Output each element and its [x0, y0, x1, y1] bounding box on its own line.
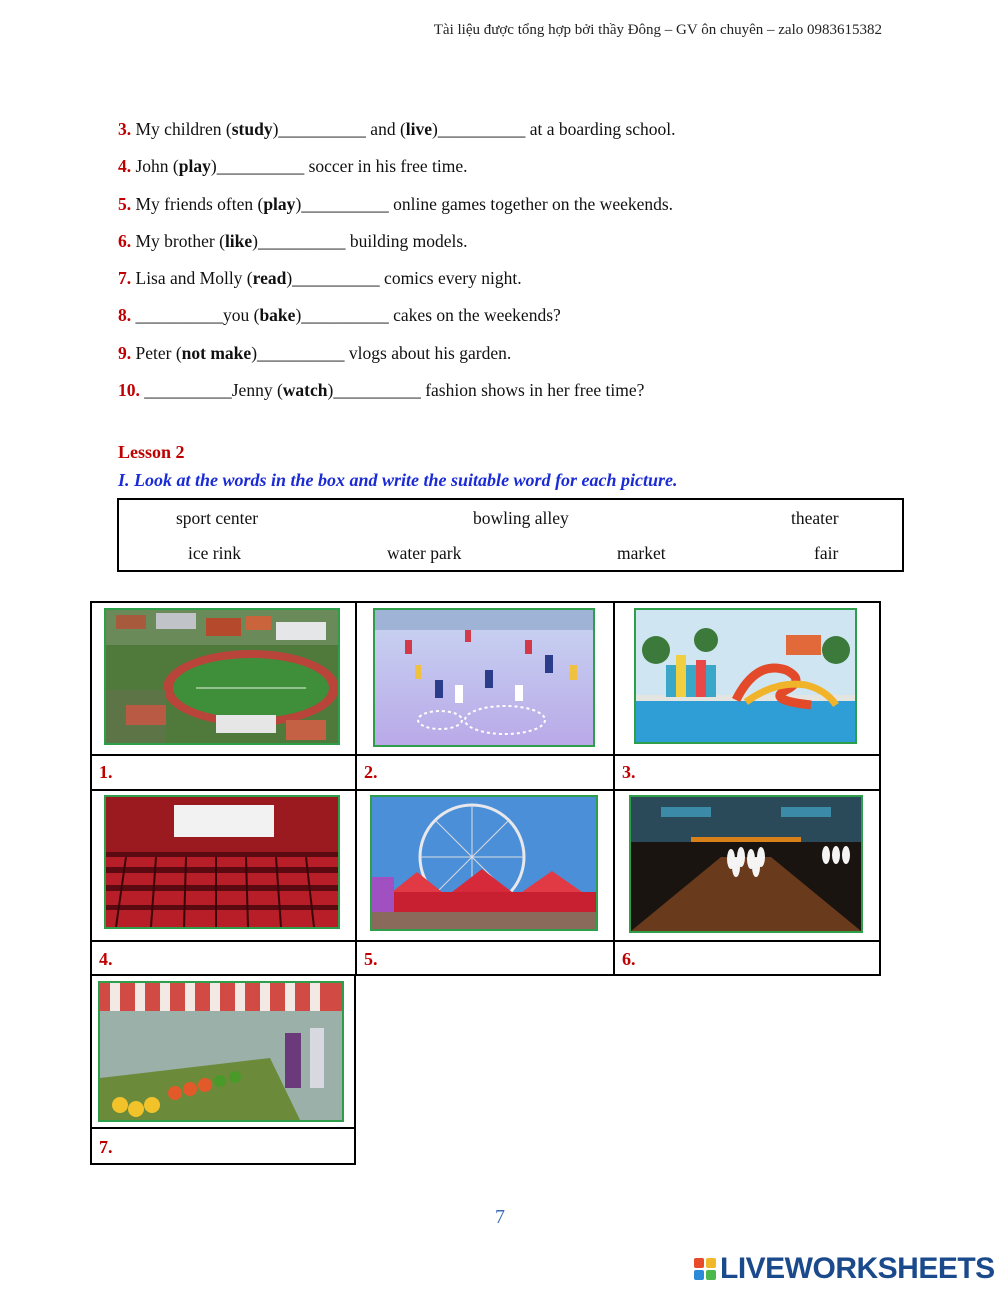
picture-theater [104, 795, 340, 929]
exercise-item [118, 263, 676, 300]
verb-hint: play [263, 193, 296, 214]
word-bowling-alley: bowling alley [473, 508, 569, 528]
page-number: 7 [495, 1206, 505, 1228]
verb-hint: watch [282, 380, 328, 401]
exercise-number: 6. [118, 230, 132, 251]
exercise-item [118, 226, 676, 263]
picture-label-4: 4. [99, 949, 113, 969]
verb-hint: like [224, 230, 253, 251]
lesson-title: Lesson 2 [118, 442, 185, 462]
word-box [117, 498, 904, 572]
verb-hint: not make [181, 342, 252, 363]
exercise-text: )__________ at a boarding school. [432, 119, 676, 139]
exercise-number: 10. [118, 380, 140, 401]
exercise-item [118, 114, 676, 151]
liveworksheets-logo [694, 1252, 995, 1286]
picture-label-7: 7. [99, 1137, 113, 1157]
word-ice-rink: ice rink [188, 543, 241, 563]
lesson-instruction: I. Look at the words in the box and write the suitable word for each picture. [118, 470, 678, 490]
verb-hint: live [405, 119, 433, 139]
exercise-text: )__________ online games together on the weekends. [295, 193, 674, 214]
exercise-item [118, 189, 676, 226]
verb-hint: read [252, 268, 287, 289]
word-theater: theater [791, 508, 839, 528]
picture-label-1: 1. [99, 762, 113, 782]
verb-hint: study [231, 119, 273, 139]
exercise-number: 8. [118, 305, 132, 326]
picture-bowling-alley [629, 795, 863, 933]
exercise-number: 3. [118, 119, 132, 139]
exercise-text: Lisa and Molly ( [135, 268, 253, 289]
picture-water-park [634, 608, 857, 744]
exercise-number: 7. [118, 268, 132, 289]
verb-hint: bake [259, 305, 296, 326]
exercise-item [118, 300, 676, 337]
exercise-item [118, 151, 676, 188]
logo-text: LIVEWORKSHEETS [720, 1252, 995, 1285]
picture-fair [370, 795, 598, 931]
picture-ice-rink [373, 608, 595, 747]
page-header: Tài liệu được tổng hợp bởi thầy Đông – GV ôn chuyên – zalo 0983615382 [433, 22, 882, 38]
picture-label-5: 5. [364, 949, 378, 969]
exercise-number: 5. [118, 193, 132, 214]
logo-icon [694, 1258, 716, 1280]
word-water-park: water park [387, 543, 462, 563]
exercise-text: My brother ( [135, 230, 225, 251]
exercise-text: )__________ cakes on the weekends? [295, 305, 561, 326]
exercise-text: )__________ fashion shows in her free time? [327, 380, 645, 401]
exercise-text: Peter ( [135, 342, 182, 363]
exercise-text: My children ( [135, 119, 232, 139]
word-market: market [617, 543, 666, 563]
picture-label-2: 2. [364, 762, 378, 782]
exercise-text: )__________ soccer in his free time. [210, 156, 468, 177]
exercise-list [118, 114, 676, 412]
exercise-text: My friends often ( [135, 193, 264, 214]
picture-label-6: 6. [622, 949, 636, 969]
exercise-item [118, 375, 676, 412]
picture-sport-center [104, 608, 340, 745]
exercise-text: )__________ comics every night. [286, 268, 522, 289]
exercise-text: John ( [135, 156, 179, 177]
exercise-number: 4. [118, 156, 132, 177]
picture-label-3: 3. [622, 762, 636, 782]
word-sport-center: sport center [176, 508, 259, 528]
word-fair: fair [814, 543, 839, 563]
exercise-text: )__________ vlogs about his garden. [251, 342, 512, 363]
picture-market [98, 981, 344, 1122]
exercise-text: __________Jenny ( [144, 380, 283, 401]
exercise-text: )__________ and ( [272, 119, 406, 139]
exercise-number: 9. [118, 342, 132, 363]
exercise-item [118, 338, 676, 375]
exercise-text: __________you ( [135, 305, 260, 326]
verb-hint: play [178, 156, 211, 177]
exercise-text: )__________ building models. [252, 230, 468, 251]
